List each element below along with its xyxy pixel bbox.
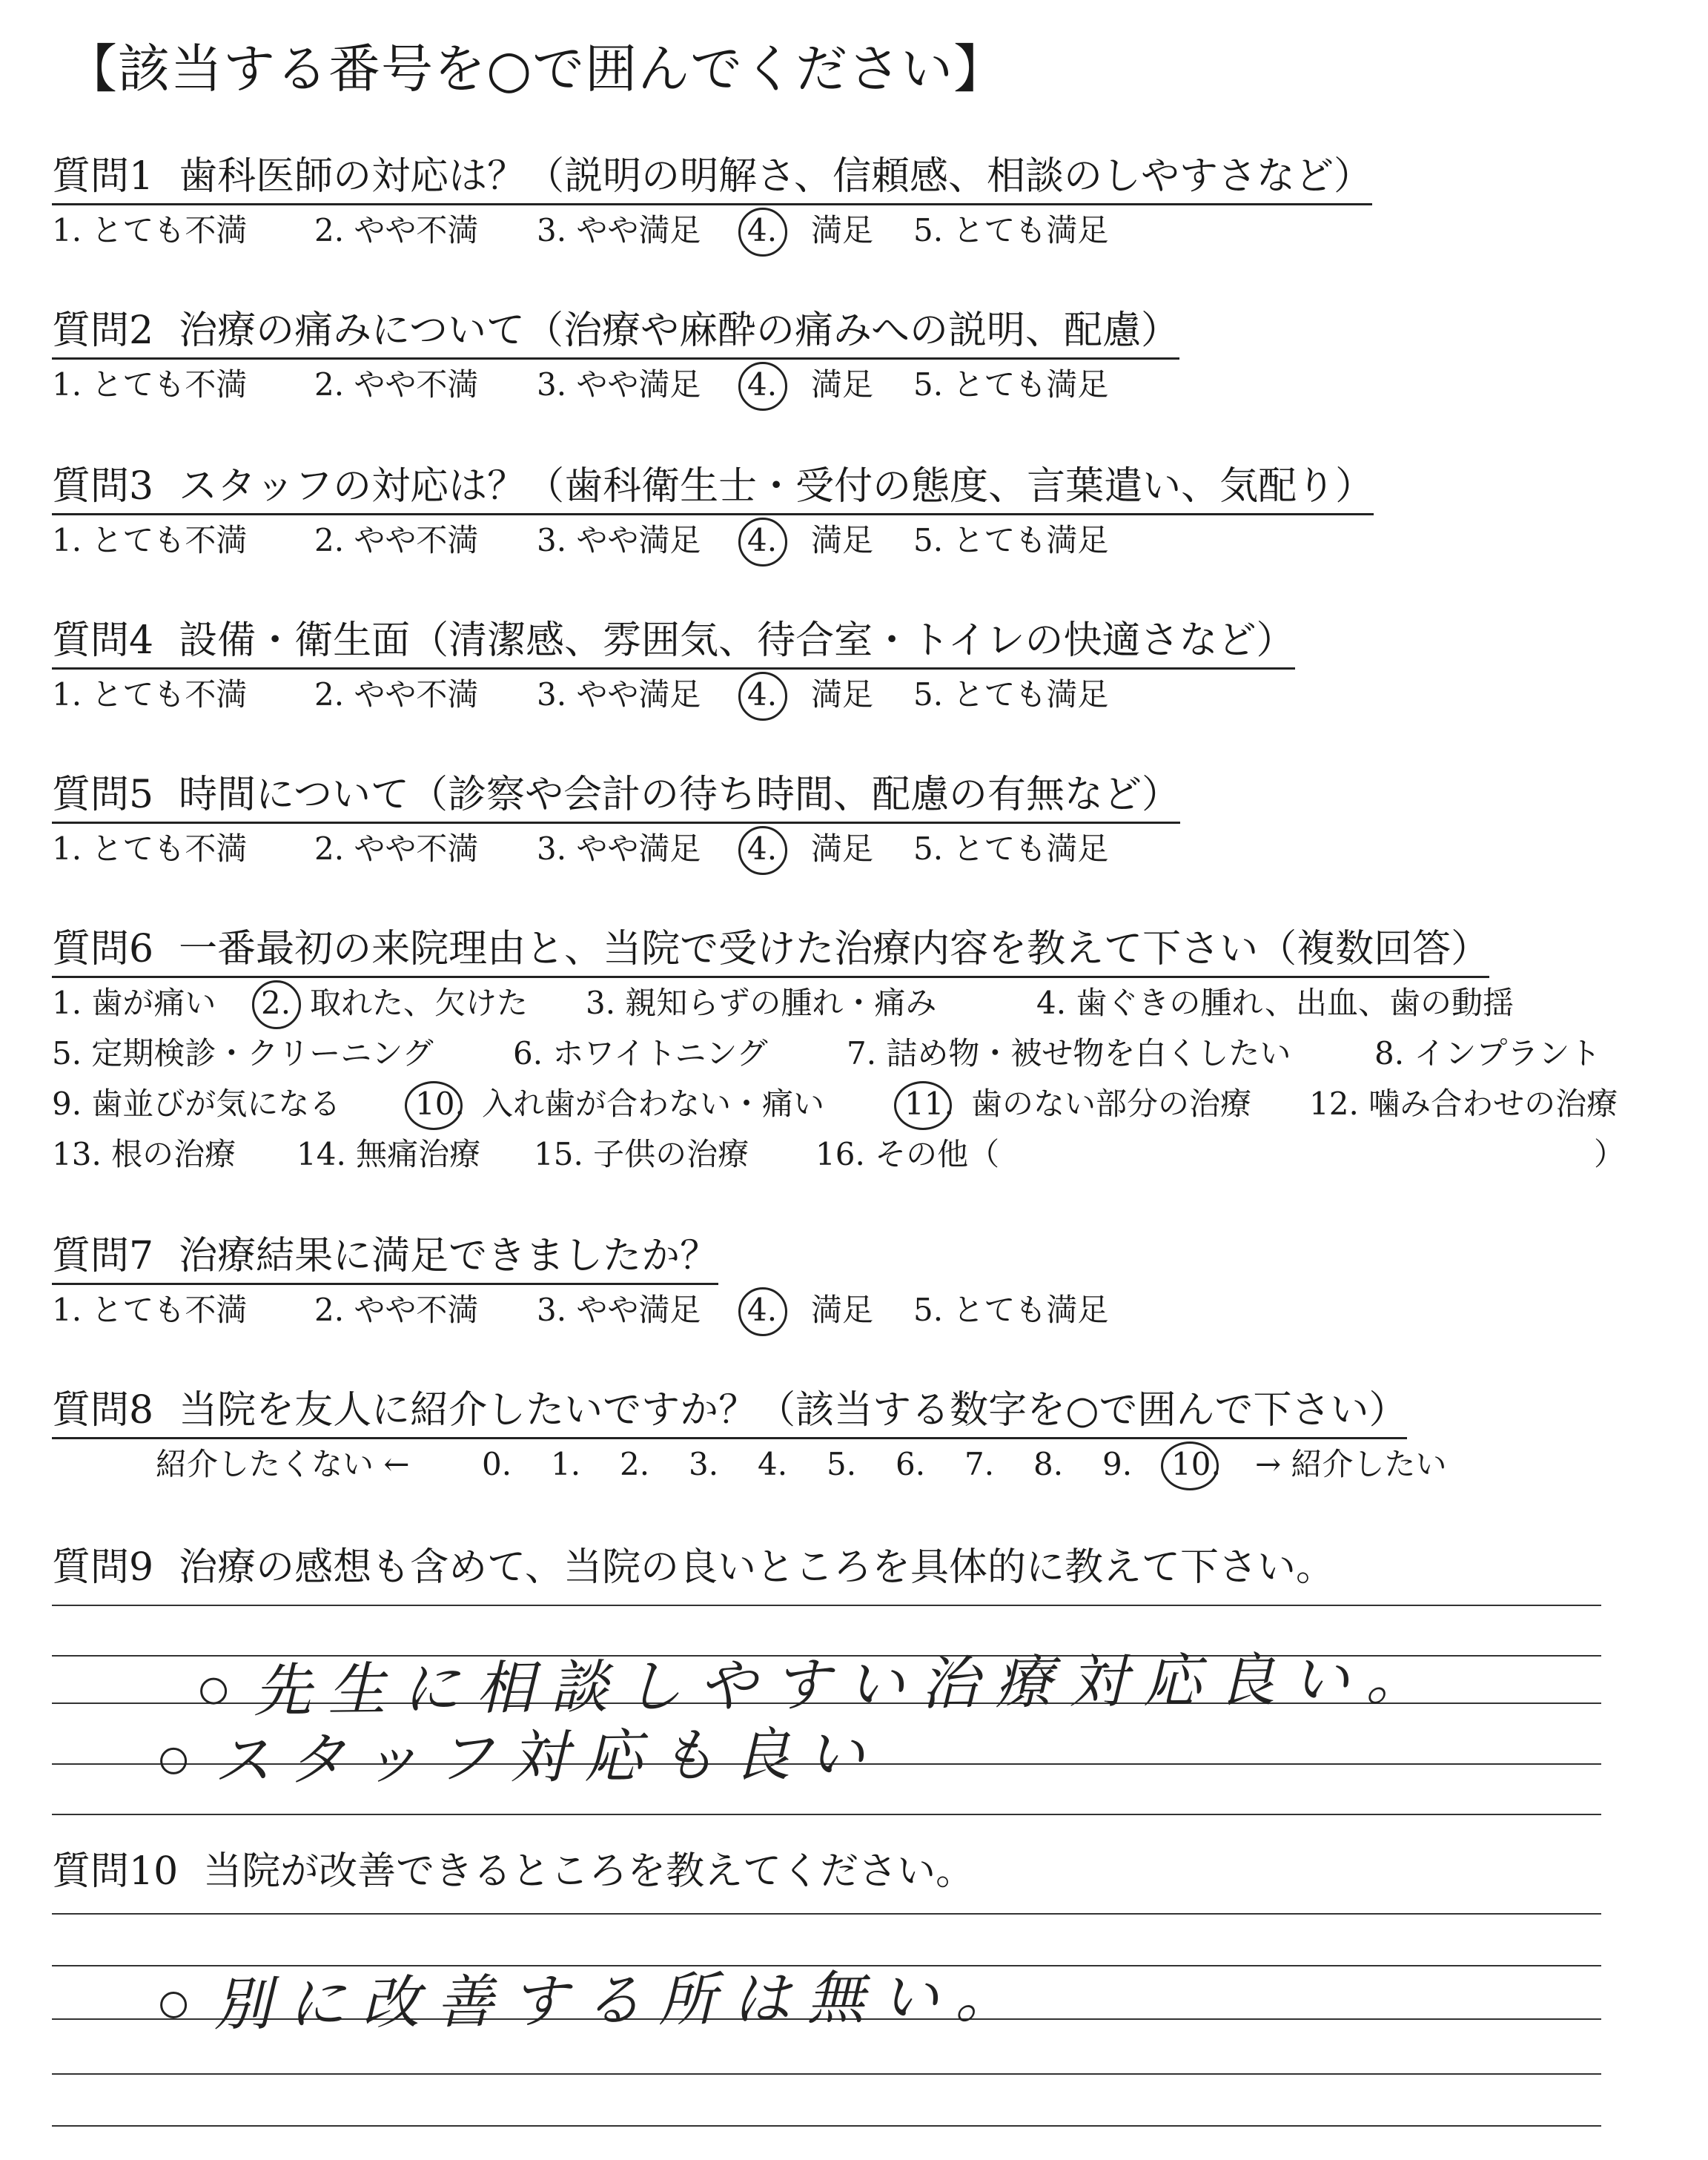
satisfaction-option: 満足 — [811, 830, 874, 867]
question-3-title — [52, 464, 1374, 515]
q9-answer-line-5 — [52, 1814, 1601, 1815]
q6-option-14: 14. 無痛治療 — [297, 1136, 481, 1172]
satisfaction-option: 3. やや満足 — [537, 830, 701, 867]
satisfaction-option: 2. やや不満 — [314, 676, 479, 713]
satisfaction-option: 5. とても満足 — [913, 366, 1109, 403]
satisfaction-option: 3. やや満足 — [537, 212, 701, 248]
satisfaction-option-4-selected — [747, 830, 778, 867]
q8-right-label: → 紹介したい — [1255, 1446, 1447, 1482]
question-7-number: 質問7 — [52, 1234, 154, 1278]
satisfaction-option-4-selected — [747, 212, 778, 248]
satisfaction-option: 3. やや満足 — [537, 522, 701, 558]
q6-option-4: 4. 歯ぐきの腫れ、出血、歯の動揺 — [1036, 985, 1514, 1021]
q9-bullet-2 — [160, 1747, 187, 1774]
question-8-title — [52, 1388, 1408, 1439]
question-2-title — [52, 308, 1180, 360]
satisfaction-option: 5. とても満足 — [913, 522, 1109, 558]
question-3-number: 質問3 — [52, 464, 154, 509]
question-4-title — [52, 618, 1295, 670]
q6-option-10-label: 入れ歯が合わない・痛い — [482, 1086, 825, 1122]
satisfaction-option: 3. やや満足 — [537, 366, 701, 403]
satisfaction-option: 1. とても不満 — [52, 522, 248, 558]
satisfaction-option-number: 4. — [747, 676, 778, 713]
question-1-title — [52, 154, 1373, 205]
satisfaction-option: 2. やや不満 — [314, 212, 479, 248]
q8-scale-value: 6. — [896, 1446, 926, 1482]
q8-scale-value: 0. — [482, 1446, 512, 1482]
question-6-title — [52, 927, 1490, 978]
q6-option-3: 3. 親知らずの腫れ・痛み — [586, 985, 937, 1021]
q6-option-2-number: 2. — [261, 985, 291, 1021]
question-6-text: 一番最初の来院理由と、当院で受けた治療内容を教えて下さい（複数回答） — [179, 927, 1490, 971]
q6-option-11-selected — [904, 1086, 954, 1122]
satisfaction-option-4-selected — [747, 1292, 778, 1328]
satisfaction-option-number: 4. — [747, 366, 778, 403]
q9-handwritten-answer-2 — [159, 1708, 881, 1798]
question-4-text: 設備・衛生面（清潔感、雰囲気、待合室・トイレの快適さなど） — [179, 618, 1295, 663]
satisfaction-option-number: 4. — [747, 522, 778, 558]
question-9-number: 質問9 — [52, 1545, 154, 1590]
satisfaction-option: 満足 — [811, 1292, 874, 1328]
q6-option-15: 15. 子供の治療 — [534, 1136, 749, 1172]
satisfaction-option: 1. とても不満 — [52, 1292, 248, 1328]
question-8-number: 質問8 — [52, 1388, 154, 1433]
question-1-number: 質問1 — [52, 154, 154, 199]
question-5-title — [52, 773, 1181, 824]
question-1-text: 歯科医師の対応は？（説明の明解さ、信頼感、相談のしやすさなど） — [179, 154, 1373, 199]
question-4-number: 質問4 — [52, 618, 154, 663]
satisfaction-option: 3. やや満足 — [537, 676, 701, 713]
satisfaction-option: 1. とても不満 — [52, 366, 248, 403]
q9-answer-line-1 — [52, 1605, 1601, 1606]
question-7-title — [52, 1234, 719, 1285]
question-7-text: 治療結果に満足できましたか？ — [179, 1234, 719, 1278]
satisfaction-option: 2. やや不満 — [314, 830, 479, 867]
q8-scale-value: 4. — [758, 1446, 788, 1482]
satisfaction-option: 2. やや不満 — [314, 522, 479, 558]
q6-option-2-selected — [261, 985, 291, 1021]
satisfaction-option: 5. とても満足 — [913, 676, 1109, 713]
q8-scale-value: 1. — [551, 1446, 581, 1482]
satisfaction-option: 5. とても満足 — [913, 830, 1109, 867]
satisfaction-option: 1. とても不満 — [52, 212, 248, 248]
question-2-text: 治療の痛みについて（治療や麻酔の痛みへの説明、配慮） — [179, 308, 1180, 353]
q8-scale-value: 2. — [620, 1446, 650, 1482]
q6-option-13: 13. 根の治療 — [52, 1136, 236, 1172]
q10-answer-line-5 — [52, 2125, 1601, 2127]
q8-left-label: 紹介したくない ← — [156, 1446, 410, 1482]
question-8-text: 当院を友人に紹介したいですか？（該当する数字を○で囲んで下さい） — [179, 1388, 1408, 1433]
q8-scale-value: 9. — [1102, 1446, 1133, 1482]
instruction-header: 【該当する番号を○で囲んでください】 — [65, 39, 1007, 99]
question-6-number: 質問6 — [52, 927, 154, 971]
satisfaction-option: 5. とても満足 — [913, 212, 1109, 248]
question-10-text: 当院が改善できるところを教えてください。 — [203, 1849, 975, 1894]
satisfaction-option: 2. やや不満 — [314, 1292, 479, 1328]
q6-option-10-number: 10. — [415, 1086, 465, 1122]
q10-bullet-1 — [160, 1991, 187, 2018]
q6-option-7: 7. 詰め物・被せ物を白くしたい — [847, 1035, 1291, 1071]
q10-answer-line-4 — [52, 2073, 1601, 2075]
question-2-number: 質問2 — [52, 308, 154, 353]
question-5-number: 質問5 — [52, 773, 154, 817]
satisfaction-option-4-selected — [747, 676, 778, 713]
satisfaction-option: 1. とても不満 — [52, 676, 248, 713]
q6-option-5: 5. 定期検診・クリーニング — [52, 1035, 434, 1071]
question-10-number: 質問10 — [52, 1849, 179, 1894]
satisfaction-option: 満足 — [811, 522, 874, 558]
q6-option-9: 9. 歯並びが気になる — [52, 1086, 341, 1122]
q6-option-2-label: 取れた、欠けた — [310, 985, 529, 1021]
q10-answer-line-1 — [52, 1913, 1601, 1915]
q8-scale-value: 8. — [1033, 1446, 1064, 1482]
q6-option-12: 12. 噛み合わせの治療 — [1309, 1086, 1618, 1122]
satisfaction-option-4-selected — [747, 366, 778, 403]
satisfaction-option: 満足 — [811, 212, 874, 248]
q8-scale-value: 5. — [827, 1446, 857, 1482]
q6-option-11-label: 歯のない部分の治療 — [971, 1086, 1252, 1122]
q10-answer-1-text: 別に改善する所は無い。 — [213, 1963, 1030, 2039]
satisfaction-option: 1. とても不満 — [52, 830, 248, 867]
q10-handwritten-answer-1 — [159, 1950, 1029, 2042]
satisfaction-option-number: 4. — [747, 212, 778, 248]
question-9-text: 治療の感想も含めて、当院の良いところを具体的に教えて下さい。 — [179, 1545, 1335, 1590]
q6-option-8: 8. インプラント — [1374, 1035, 1601, 1071]
q6-option-1: 1. 歯が痛い — [52, 985, 216, 1021]
satisfaction-option-4-selected — [747, 522, 778, 558]
q6-option-16: 16. その他（ — [815, 1136, 1000, 1172]
satisfaction-option: 満足 — [811, 676, 874, 713]
satisfaction-option-number: 4. — [747, 830, 778, 867]
satisfaction-option: 2. やや不満 — [314, 366, 479, 403]
question-10-title — [52, 1849, 975, 1898]
question-9-title — [52, 1545, 1335, 1594]
question-3-text: スタッフの対応は？（歯科衛生士・受付の態度、言葉遣い、気配り） — [179, 464, 1374, 509]
satisfaction-option-number: 4. — [747, 1292, 778, 1328]
q6-option-6: 6. ホワイトニング — [513, 1035, 768, 1071]
satisfaction-option: 5. とても満足 — [913, 1292, 1109, 1328]
q8-scale-value-selected — [1171, 1446, 1221, 1482]
q6-option-11-number: 11. — [904, 1086, 954, 1122]
question-5-text: 時間について（診察や会計の待ち時間、配慮の有無など） — [179, 773, 1181, 817]
q9-answer-1-text: 先生に相談しやすい治療対応良い。 — [253, 1645, 1440, 1725]
q8-scale-number: 10. — [1171, 1446, 1221, 1482]
q6-option-16-close-paren: ） — [1594, 1136, 1626, 1172]
q6-option-10-selected — [415, 1086, 465, 1122]
q9-answer-2-text: スタッフ対応も良い — [213, 1720, 881, 1795]
q8-scale-value: 3. — [689, 1446, 719, 1482]
satisfaction-option: 満足 — [811, 366, 874, 403]
q9-bullet-1 — [200, 1677, 227, 1704]
satisfaction-option: 3. やや満足 — [537, 1292, 701, 1328]
q8-scale-value: 7. — [964, 1446, 995, 1482]
